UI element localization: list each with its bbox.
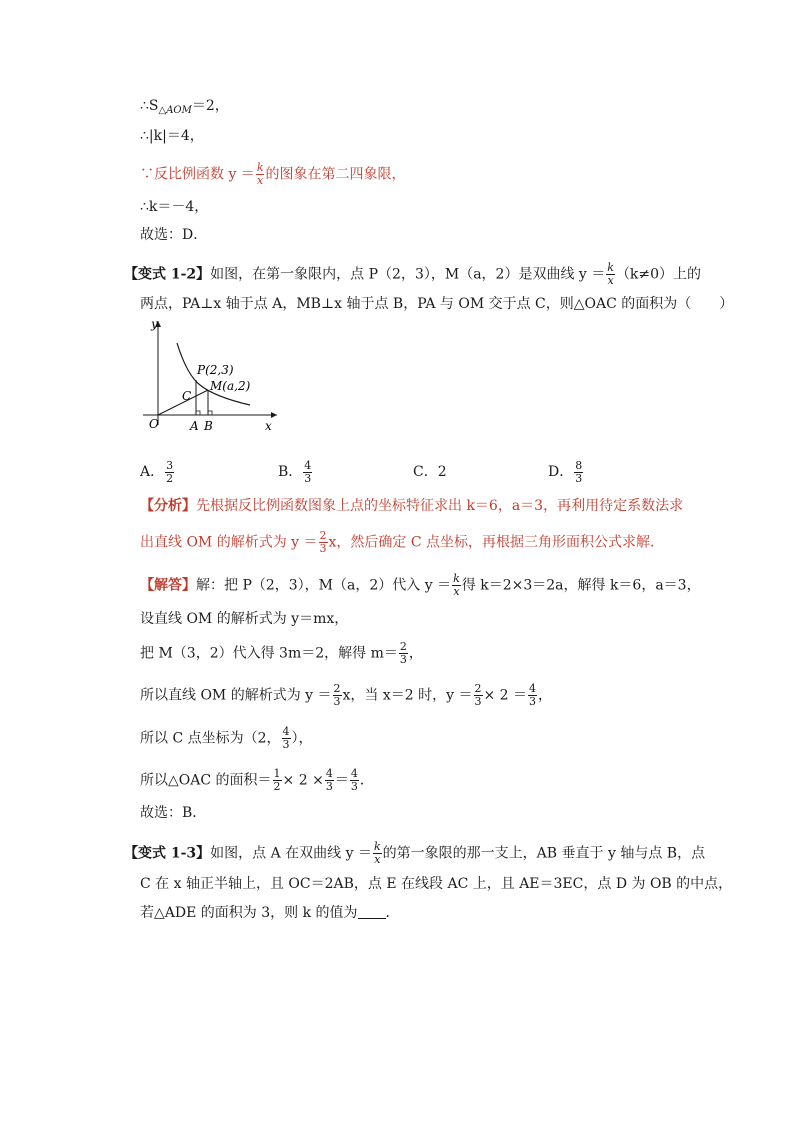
q13-line-1: 【变式 1-3】如图，点 A 在双曲线 y ＝ $\frac{k}{x}$ 的第一象限的那一支上，AB 垂直于 y 轴与点 B，点 <box>124 840 706 866</box>
analysis-tag: 【分析】 <box>140 498 196 514</box>
fraction: $\frac{1}{2}$ <box>273 767 281 793</box>
analysis-line-1: 【分析】先根据反比例函数图象上点的坐标特征求出 k＝6，a＝3，再利用待定系数法求 <box>140 498 684 514</box>
fraction: $\frac{4}{3}$ <box>282 725 290 751</box>
solution-tag: 【解答】 <box>140 577 196 594</box>
answer-blank[interactable] <box>358 906 386 919</box>
q12-line-1: 【变式 1-2】如图，在第一象限内，点 P（2，3），M（a，2）是双曲线 y ＝ $\frac{k}{x}$ （k≠0）上的 <box>124 261 702 287</box>
fraction: $\frac{k}{x}$ <box>256 161 264 187</box>
right-angle-b <box>208 411 212 415</box>
solution-line-5: 所以 C 点坐标为（2， $\frac{4}{3}$ ）， <box>140 725 313 751</box>
fraction: $\frac{8}{3}$ <box>575 458 583 485</box>
fraction: $\frac{k}{x}$ <box>453 572 460 598</box>
fraction: $\frac{k}{x}$ <box>374 840 381 866</box>
label-a: A <box>190 419 199 433</box>
solution-line-4: 所以直线 OM 的解析式为 y ＝ $\frac{2}{3}$ x，当 x＝2 时，y ＝ $\frac{2}{3}$ × 2 ＝ $\frac{4}{3}$ ， <box>140 682 553 708</box>
solution-line-2: 设直线 OM 的解析式为 y＝mx， <box>140 611 349 627</box>
fraction: $\frac{4}{3}$ <box>529 682 537 708</box>
label-o: O <box>149 417 159 431</box>
label-x: x <box>265 419 272 433</box>
fraction: $\frac{4}{3}$ <box>325 767 333 793</box>
fraction: $\frac{2}{3}$ <box>399 640 407 666</box>
fraction: $\frac{2}{3}$ <box>333 682 341 708</box>
line-answer-d: 故选：D． <box>140 227 208 243</box>
option-c[interactable]: C．2 <box>413 464 447 480</box>
analysis-line-2: 出直线 OM 的解析式为 y ＝ $\frac{2}{3}$ x，然后确定 C 点坐标，再根据三角形面积公式求解． <box>140 529 665 555</box>
line-abs-k: ∴|k|＝4， <box>140 128 204 144</box>
q13-tag: 【变式 1-3】 <box>124 845 211 862</box>
right-angle-a <box>196 411 200 415</box>
hyperbola-figure <box>135 315 285 435</box>
label-c: C <box>182 389 192 403</box>
fraction: $\frac{4}{3}$ <box>304 458 312 485</box>
fraction: $\frac{2}{3}$ <box>474 682 482 708</box>
fraction: $\frac{3}{2}$ <box>166 458 174 485</box>
label-y: y <box>151 317 158 331</box>
label-b: B <box>204 419 213 433</box>
fraction: $\frac{k}{x}$ <box>607 261 614 287</box>
option-b[interactable]: B． $\frac{4}{3}$ <box>278 458 312 485</box>
q12-line-2: 两点，PA⊥x 轴于点 A，MB⊥x 轴于点 B，PA 与 OM 交于点 C，则△OAC 的面积为（ ） <box>140 296 734 312</box>
line-area-aom: $\therefore S_{\triangle AOM}=2$， <box>140 98 229 116</box>
solution-line-1: 【解答】解：把 P（2，3），M（a，2）代入 y ＝ $\frac{k}{x}$ 得 k＝2×3＝2a，解得 k＝6，a＝3， <box>140 572 701 598</box>
solution-line-3: 把 M（3，2）代入得 3m＝2，解得 m＝ $\frac{2}{3}$ ， <box>140 640 423 666</box>
q13-line-3: 若△ADE 的面积为 3，则 k 的值为 ． <box>140 905 400 921</box>
fraction: $\frac{4}{3}$ <box>350 767 358 793</box>
solution-line-6: 所以△OAC 的面积＝ $\frac{1}{2}$ × 2 × $\frac{4}{3}$ ＝ $\frac{4}{3}$ ． <box>140 767 374 793</box>
solution-answer: 故选：B． <box>140 805 207 821</box>
q13-line-2: C 在 x 轴正半轴上，且 OC＝2AB，点 E 在线段 AC 上，且 AE＝3EC，点 D 为 OB 的中点， <box>140 876 733 892</box>
option-a[interactable]: A． $\frac{3}{2}$ <box>140 458 174 485</box>
fraction: $\frac{2}{3}$ <box>319 529 327 555</box>
label-p: P(2,3) <box>197 363 234 377</box>
line-k-value: ∴k＝－4， <box>140 199 209 215</box>
option-d[interactable]: D． $\frac{8}{3}$ <box>548 458 583 485</box>
label-m: M(a,2) <box>210 379 251 393</box>
line-quadrant: ∵反比例函数 y ＝ $\frac{k}{x}$ 的图象在第二四象限， <box>140 161 406 187</box>
q12-tag: 【变式 1-2】 <box>124 266 211 283</box>
